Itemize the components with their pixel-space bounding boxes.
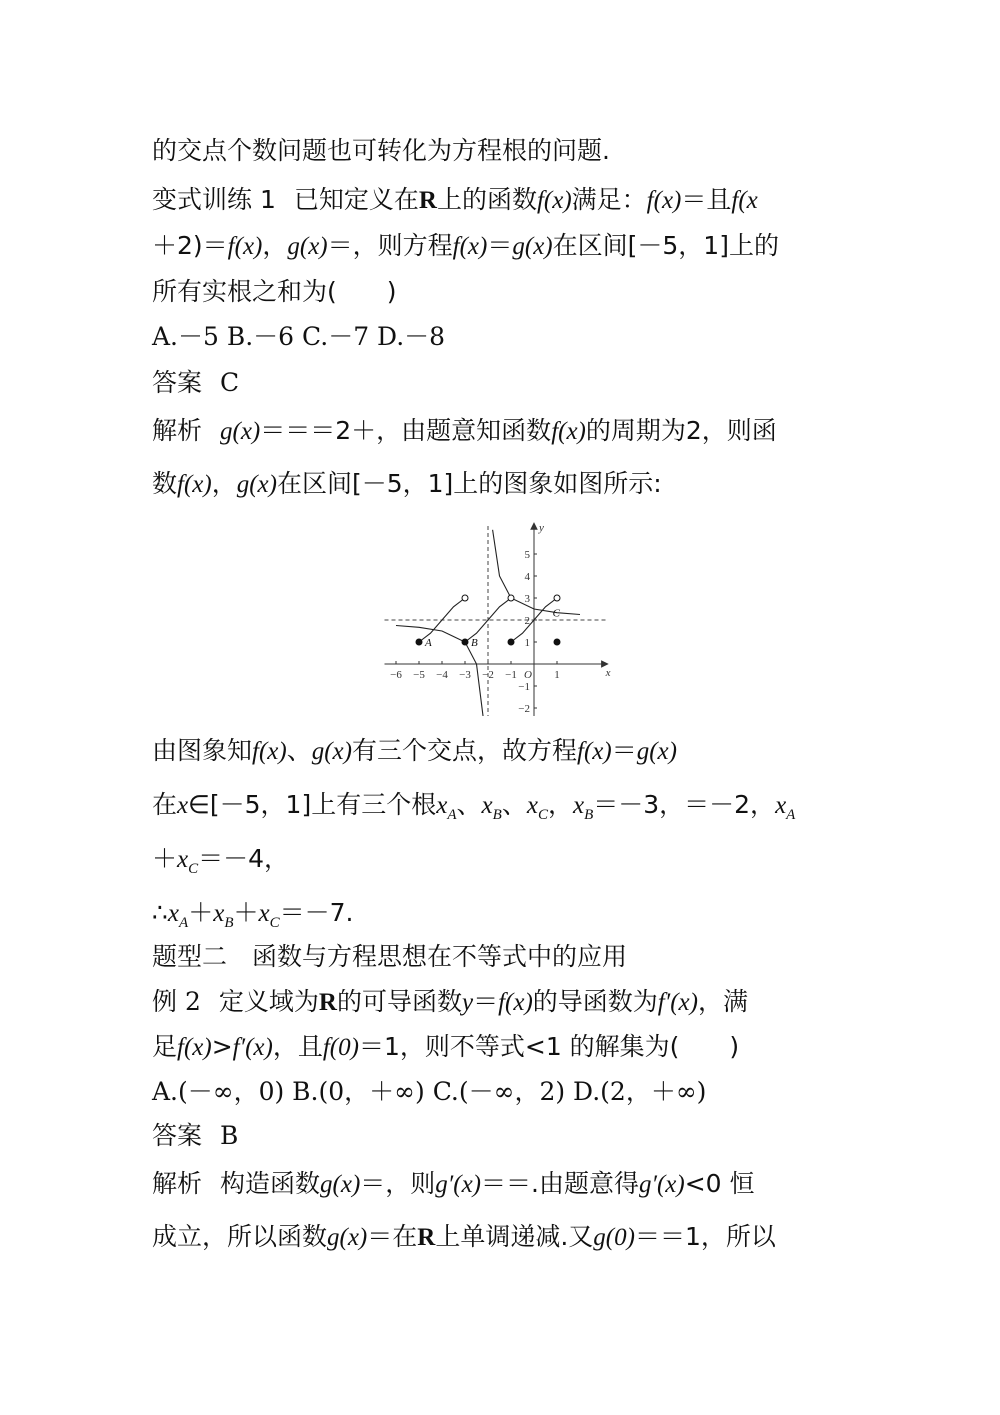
- function-graph: [380, 516, 620, 716]
- exercise-1-line-3: 所有实根之和为( ): [152, 277, 397, 306]
- y-tick-label: 5: [524, 549, 530, 561]
- filled-point: [508, 639, 514, 645]
- filled-point: [462, 639, 468, 645]
- y-tick-label: 3: [524, 593, 530, 605]
- example-2-line-2: 足f(x)>f′(x)，且f(0)＝1，则不等式<1 的解集为( ): [152, 1032, 740, 1061]
- solution-1-line-4: 在x∈[－5，1]上有三个根$x_A$、$x_B$、$x_C$，$x_B=-3$，＝－2，$x_A$: [152, 790, 796, 823]
- example-2-options: A.(－∞，0) B.(0，＋∞) C.(－∞，2) D.(2，＋∞): [152, 1077, 707, 1106]
- tick-labels: [390, 522, 610, 715]
- x-tick-label: 1: [554, 669, 560, 681]
- solution-1-line-2: 数f(x)，g(x)在区间[－5，1]上的图象如图所示:: [152, 469, 662, 498]
- point-label: A: [425, 637, 432, 649]
- y-axis-label: y: [539, 522, 544, 535]
- point-label: C: [552, 607, 560, 620]
- open-point: [554, 595, 560, 601]
- open-point: [462, 595, 468, 601]
- solution-1-line-1: 解析 g(x)＝＝＝2＋，由题意知函数f(x)的周期为2，则函: [152, 416, 777, 445]
- point-label: B: [471, 637, 478, 649]
- exercise-1-line-1: 变式训练 1 已知定义在R上的函数f(x)满足：f(x)＝且f(x: [152, 185, 758, 214]
- exercise-1-options: A.－5 B.－6 C.－7 D.－8: [152, 322, 446, 351]
- x-tick-label: −3: [459, 669, 471, 681]
- x-tick-label: −6: [390, 669, 402, 681]
- example-2-line-1: 例 2 定义域为R的可导函数y＝f(x)的导函数为f′(x)，满: [152, 987, 748, 1016]
- paragraph-line: 的交点个数问题也可转化为方程根的问题.: [152, 136, 610, 165]
- filled-point: [554, 639, 560, 645]
- solution-1-line-5: $+x_C=-4$，: [152, 844, 290, 877]
- y-tick-label: −2: [518, 703, 530, 715]
- origin-label: O: [524, 669, 532, 681]
- y-tick-label: 1: [524, 637, 530, 649]
- answer-2: 答案 B: [152, 1121, 239, 1150]
- y-axis-arrow: [531, 523, 537, 529]
- solution-2-line-1: 解析 构造函数g(x)＝，则g′(x)＝＝.由题意得g′(x)<0 恒: [152, 1169, 755, 1198]
- y-tick-label: 2: [524, 615, 530, 627]
- exercise-1-line-2: ＋2)＝f(x)，g(x)＝，则方程f(x)＝g(x)在区间[－5，1]上的: [152, 231, 779, 260]
- x-axis-label: x: [605, 667, 611, 679]
- x-tick-label: −2: [482, 669, 494, 681]
- answer-1: 答案 C: [152, 368, 240, 397]
- section-heading: 题型二 函数与方程思想在不等式中的应用: [152, 942, 628, 971]
- x-tick-label: −5: [413, 669, 425, 681]
- open-point: [508, 595, 514, 601]
- y-tick-label: −1: [518, 681, 530, 693]
- y-tick-label: 4: [524, 571, 530, 583]
- x-tick-label: −1: [505, 669, 517, 681]
- filled-point: [416, 639, 422, 645]
- x-tick-label: −4: [436, 669, 448, 681]
- solution-1-line-3: 由图象知f(x)、g(x)有三个交点，故方程f(x)＝g(x): [152, 736, 677, 765]
- solution-1-line-6: $\therefore x_A+x_B+x_C=-7$.: [152, 898, 354, 931]
- solution-2-line-2: 成立，所以函数g(x)＝在R上单调递减.又g(0)＝＝1，所以: [152, 1222, 776, 1251]
